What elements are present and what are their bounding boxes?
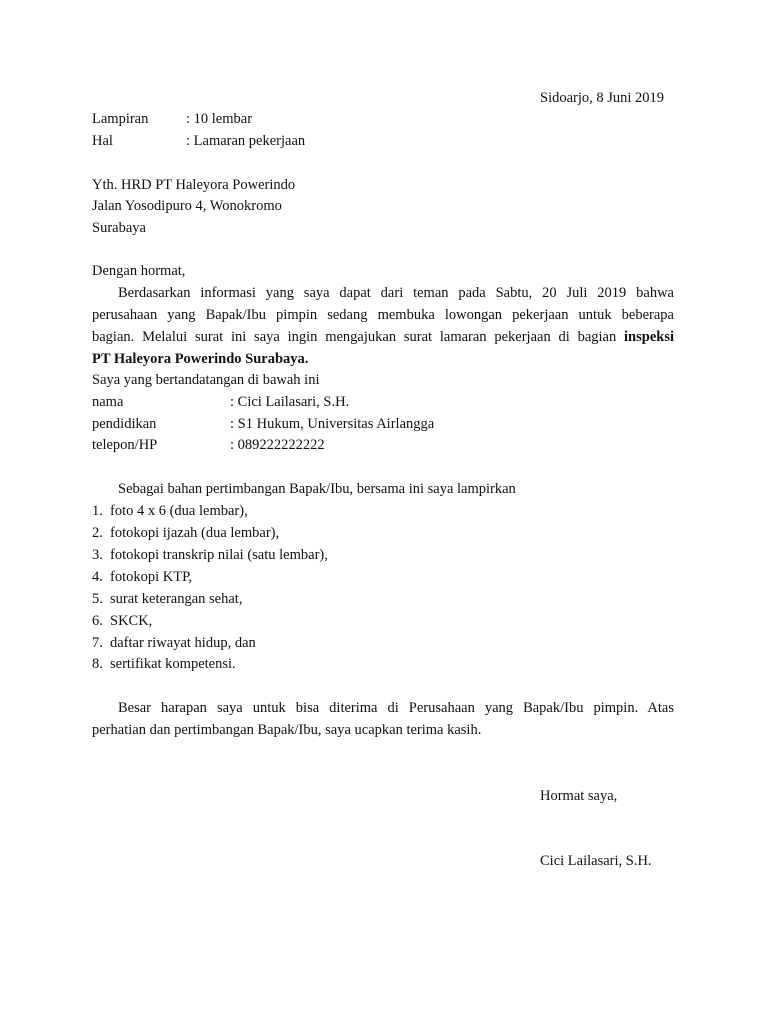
- meta-label-hal: Hal: [92, 133, 113, 149]
- list-item: SKCK,: [110, 613, 153, 629]
- attachments-intro: Sebagai bahan pertimbangan Bapak/Ibu, bersama ini saya lampirkan: [118, 481, 516, 497]
- identity-label-pendidikan: pendidikan: [92, 416, 157, 432]
- list-item-number: 2.: [92, 525, 103, 541]
- meta-label-lampiran: Lampiran: [92, 111, 149, 127]
- list-item-number: 4.: [92, 569, 103, 585]
- list-item-number: 5.: [92, 591, 103, 607]
- list-item-number: 8.: [92, 656, 103, 672]
- meta-value-hal: : Lamaran pekerjaan: [186, 133, 306, 149]
- closing-line-2: perhatian dan pertimbangan Bapak/Ibu, saya ucapkan terima kasih.: [92, 722, 482, 738]
- signer-intro: Saya yang bertandatangan di bawah ini: [92, 372, 320, 388]
- list-item-number: 7.: [92, 635, 103, 651]
- valediction: Hormat saya,: [540, 788, 618, 804]
- identity-value-telepon: : 089222222222: [230, 437, 325, 453]
- recipient-line-3: Surabaya: [92, 220, 146, 236]
- intro-line-2: perusahaan yang Bapak/Ibu pimpin sedang membuka lowongan pekerjaan untuk beberapa: [92, 307, 674, 323]
- meta-value-lampiran: : 10 lembar: [186, 111, 253, 127]
- identity-label-telepon: telepon/HP: [92, 437, 158, 453]
- list-item-number: 3.: [92, 547, 103, 563]
- intro-line-4: [92, 352, 308, 367]
- list-item: fotokopi KTP,: [110, 569, 193, 585]
- greeting: Dengan hormat,: [92, 263, 186, 279]
- list-item-number: 6.: [92, 613, 103, 629]
- list-item: fotokopi ijazah (dua lembar),: [110, 525, 280, 541]
- list-item: daftar riwayat hidup, dan: [110, 635, 256, 651]
- intro-line-1: Berdasarkan informasi yang saya dapat dari teman pada Sabtu, 20 Juli 2019 bahwa: [118, 285, 674, 301]
- identity-label-nama: nama: [92, 394, 124, 410]
- list-item: fotokopi transkrip nilai (satu lembar),: [110, 547, 328, 563]
- list-item-number: 1.: [92, 503, 103, 519]
- signer-name: Cici Lailasari, S.H.: [540, 853, 652, 869]
- list-item: sertifikat kompetensi.: [110, 656, 236, 672]
- intro-line-3: [92, 330, 674, 345]
- identity-value-nama: : Cici Lailasari, S.H.: [230, 394, 350, 410]
- list-item: surat keterangan sehat,: [110, 591, 243, 607]
- list-item: foto 4 x 6 (dua lembar),: [110, 503, 248, 519]
- closing-line-1: Besar harapan saya untuk bisa diterima di Perusahaan yang Bapak/Ibu pimpin. Atas: [118, 700, 674, 716]
- place-date: Sidoarjo, 8 Juni 2019: [540, 90, 665, 106]
- identity-value-pendidikan: : S1 Hukum, Universitas Airlangga: [230, 416, 435, 432]
- intro-line-4-bold: PT Haleyora Powerindo Surabaya.: [92, 351, 309, 367]
- recipient-line-2: Jalan Yosodipuro 4, Wonokromo: [92, 198, 282, 214]
- recipient-line-1: Yth. HRD PT Haleyora Powerindo: [92, 177, 296, 193]
- intro-line-3-bold: inspeksi: [624, 329, 674, 345]
- intro-line-3-text: bagian. Melalui surat ini saya ingin mengajukan surat lamaran pekerjaan di bagian: [92, 329, 625, 345]
